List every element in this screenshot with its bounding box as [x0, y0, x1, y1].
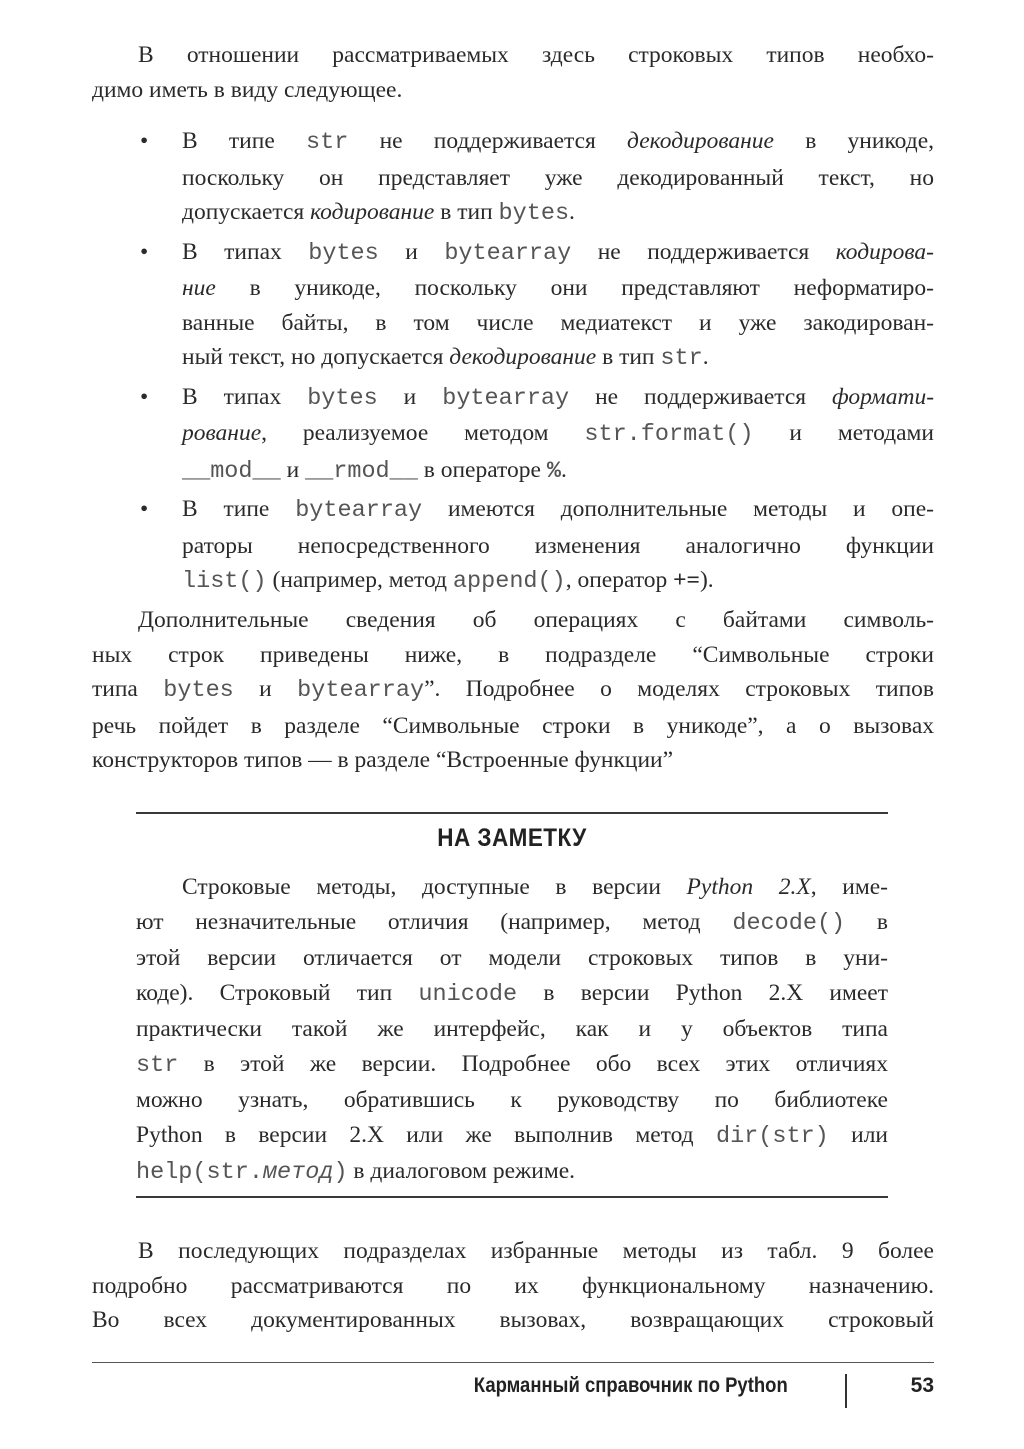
- text-line: Во всех документированных вызовах, возвращающих строковый: [92, 1307, 934, 1333]
- text-line: конструкторов типов — в разделе “Встроенные функции”: [92, 747, 674, 773]
- text-line: Дополнительные сведения об операциях с байтами символь-: [138, 607, 934, 633]
- text-line: типа bytes и bytearray”. Подробнее о моделях строковых типов: [92, 676, 935, 704]
- note-title: НА ЗАМЕТКУ: [437, 824, 587, 852]
- bullet-icon: •: [140, 238, 149, 265]
- footer-rule: [92, 1362, 934, 1363]
- page-number: 53: [910, 1374, 934, 1397]
- footer-separator: [845, 1374, 847, 1408]
- text-line: речь пойдет в разделе “Символьные строки в уникоде”, а о вызовах: [92, 712, 934, 739]
- text-line: В отношении рассматриваемых здесь строковых типов необхо-: [138, 42, 934, 68]
- list-item: • В типе bytearray имеются дополнительные методы и опе- раторы непосредственного изменения аналогично функции list() (например, метод append(), оператор +=).: [92, 492, 934, 600]
- text-line: подробно рассматриваются по их функциональному назначению.: [92, 1272, 934, 1299]
- bullet-icon: •: [140, 128, 149, 154]
- text-line: В последующих подразделах избранные методы из табл. 9 более: [138, 1238, 934, 1264]
- paragraph-2: [92, 603, 934, 778]
- list-item: • В типах bytes и bytearray не поддерживается формати- рование, реализуемое методом str.format() и методами __mod__ и __rmod__ в операторе %.: [92, 380, 934, 490]
- note-box: Строковые методы, доступные в версии Python 2.X, име- ют незначительные отличия (например, метод decode() в этой версии отличается от модели строковых типов в уни- коде). Строковый тип unicode в версии Python 2.X имеет практически такой же интерфейс, как и у объектов типа str в этой же версии. Подробнее обо всех этих отличиях можно узнать, обратившись к руководству по библиотеке Python в версии 2.X или же выполнив метод dir(str) или help(str.метод) в диалоговом режиме.: [136, 874, 888, 1186]
- note-top-rule: [136, 812, 888, 814]
- text-line: ных строк приведены ниже, в подразделе “Символьные строки: [92, 641, 934, 668]
- list-item: • В типе str не поддерживается декодирование в уникоде, поскольку он представляет уже декодированный текст, но допускается кодирование в тип bytes.: [92, 124, 934, 232]
- footer-book-title: Карманный справочник по Python: [474, 1374, 788, 1397]
- bullet-list: [92, 124, 934, 603]
- bullet-icon: •: [140, 383, 149, 410]
- intro-paragraph: [92, 38, 934, 107]
- text-line: димо иметь в виду следующее.: [92, 76, 403, 103]
- list-item: • В типах bytes и bytearray не поддерживается кодирова- ние в уникоде, поскольку они представляют неформатиро- ванные байты, в том числе медиатекст и уже закодирован- ный текст, но допускается декодирование в тип str.: [92, 235, 934, 377]
- paragraph-3: [92, 1234, 934, 1338]
- bullet-icon: •: [140, 496, 149, 522]
- note-bottom-rule: [136, 1196, 888, 1198]
